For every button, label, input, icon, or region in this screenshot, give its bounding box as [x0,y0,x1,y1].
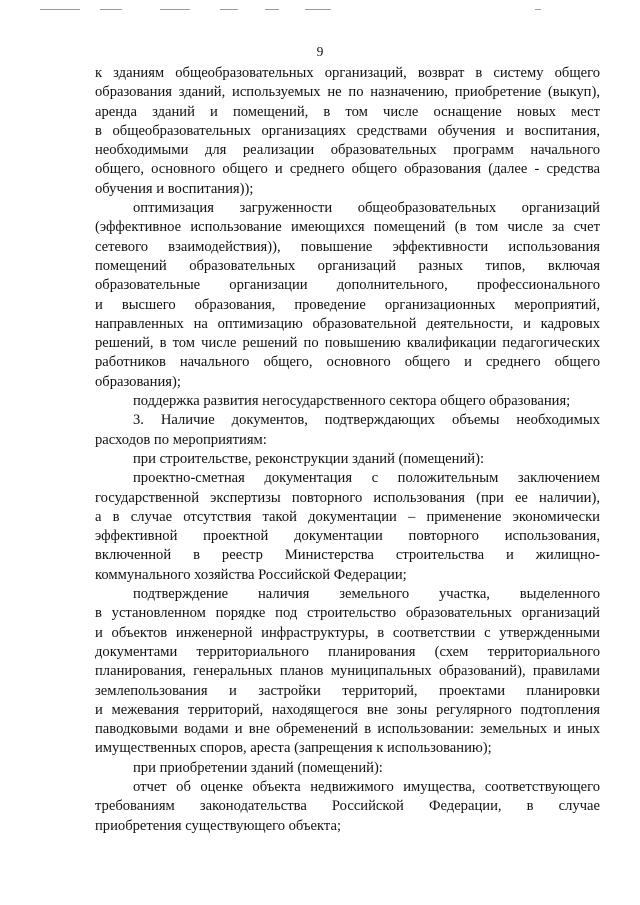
text-line: приобретения существующего объекта; [95,817,342,834]
paragraph [95,450,600,469]
text-line: работников начального общего, основного общего и среднего общего [95,354,600,371]
text-line: 3. Наличие документов, подтверждающих объемы необходимых [133,412,600,429]
text-line: помещений образовательных организаций разных типов, включая [95,257,600,274]
text-line: эффективной проектной документации повторного использования, [95,528,600,545]
text-line: (эффективное использование имеющихся помещений (в том числе за счет [95,219,600,236]
paragraph [95,392,600,411]
text-line: включенной в реестр Министерства строительства и жилищно- [95,547,600,564]
text-line: а в случае отсутствия такой документации – применение экономически [95,508,600,525]
text-line: расходов по мероприятиям: [95,431,267,448]
text-line: коммунального хозяйства Российской Федерации; [95,566,407,583]
paragraph [95,199,600,392]
text-line: оптимизация загруженности общеобразовательных организаций [133,200,600,217]
text-line: при строительстве, реконструкции зданий (помещений): [133,450,485,467]
text-line: обучения и воспитания)); [95,180,254,197]
text-line: образования); [95,373,181,390]
text-line: имущественных споров, ареста (запрещения к использованию); [95,740,492,757]
text-line: образовательные организации дополнительного, профессионального [95,277,600,294]
text-line: сетевого взаимодействия)), повышение эффективности использования [95,238,600,255]
text-line: подтверждение наличия земельного участка, выделенного [133,586,600,603]
text-line: и межевания территорий, находящегося вне зоны регулярного подтопления [95,701,600,718]
text-line: паводковыми водами и вне обременений в использовании: земельных и иных [95,721,600,738]
document-body [95,64,600,836]
text-line: планирования, генеральных планов муниципальных образований), правилами [95,663,600,680]
text-line: решений, в том числе решений по повышению квалификации педагогических [95,335,600,352]
text-line: требованиям законодательства Российской Федерации, в случае [95,798,600,815]
scan-artifact-marks [30,6,550,14]
text-line: и объектов инженерной инфраструктуры, в соответствии с утвержденными [95,624,600,641]
paragraph [95,64,600,199]
text-line: отчет об оценке объекта недвижимого имущества, соответствующего [133,778,600,795]
paragraph [95,469,600,585]
paragraph [95,411,600,450]
text-line: аренда зданий и помещений, в том числе оснащение новых мест [95,103,600,120]
text-line: направленных на оптимизацию образовательной деятельности, и кадровых [95,315,600,332]
text-line: поддержка развития негосударственного сектора общего образования; [133,393,571,410]
text-line: проектно-сметная документация с положительным заключением [133,470,600,487]
text-line: государственной экспертизы повторного использования (при ее наличии), [95,489,600,506]
text-line: в общеобразовательных организациях средствами обучения и воспитания, [95,122,600,139]
page-number: 9 [316,44,324,59]
text-line: при приобретении зданий (помещений): [133,759,383,776]
paragraph [95,759,600,778]
text-line: к зданиям общеобразовательных организаций, возврат в систему общего [95,65,600,81]
text-line: документами территориального планирования (схем территориального [95,643,600,660]
text-line: общего, основного общего и среднего общего образования (далее - средства [95,161,600,178]
paragraph [95,585,600,759]
text-line: необходимыми для реализации образовательных программ начального [95,142,600,159]
text-line: в установленном порядке под строительство образовательных организаций [95,605,600,622]
text-line: образования зданий, используемых не по назначению, приобретение (выкуп), [95,84,600,101]
paragraph [95,778,600,836]
text-line: и высшего образования, проведение организационных мероприятий, [95,296,600,313]
text-line: землепользования и застройки территорий, проектами планировки [95,682,600,699]
